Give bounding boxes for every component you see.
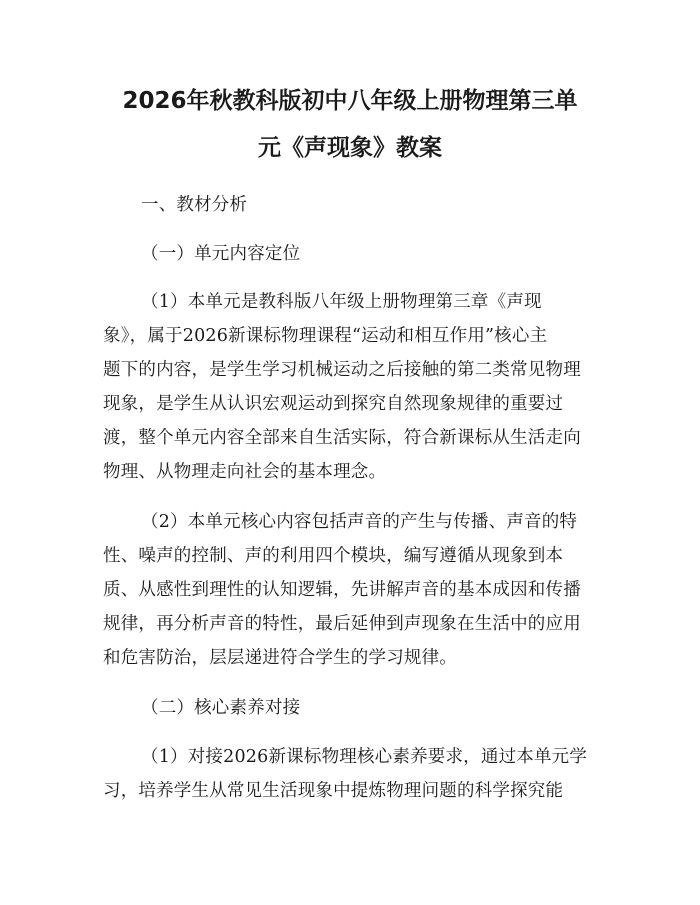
subsection-heading-core-literacy: （二）核心素养对接 [141, 698, 301, 718]
paragraph-line: 象》，属于2026新课标物理课程“运动和相互作用”核心主 [103, 326, 548, 346]
paragraph-line: 题下的内容，是学生学习机械运动之后接触的第二类常见物理 [103, 360, 581, 380]
paragraph-line: （2）本单元核心内容包括声音的产生与传播、声音的特 [141, 512, 578, 532]
paragraph-line: 规律，再分析声音的特性，最后延伸到声现象在生活中的应用 [103, 614, 581, 634]
subsection-heading-unit-positioning: （一）单元内容定位 [141, 244, 301, 264]
paragraph-line: （1）对接2026新课标物理核心素养要求，通过本单元学 [141, 747, 588, 767]
paragraph-line: （1）本单元是教科版八年级上册物理第三章《声现 [141, 292, 542, 312]
paragraph-line: 和危害防治，层层递进符合学生的学习规律。 [103, 648, 457, 668]
paragraph-line: 性、噪声的控制、声的利用四个模块，编写遵循从现象到本 [103, 546, 564, 566]
document-title-line-2: 元《声现象》教案 [258, 135, 442, 161]
paragraph-line: 质、从感性到理性的认知逻辑，先讲解声音的基本成因和传播 [103, 580, 581, 600]
paragraph-line: 物理、从物理走向社会的基本理念。 [103, 462, 387, 482]
document-title-line-1: 2026年秋教科版初中八年级上册物理第三单 [122, 88, 578, 114]
paragraph-line: 习，培养学生从常见生活现象中提炼物理问题的科学探究能 [103, 781, 564, 801]
paragraph-line: 现象，是学生从认识宏观运动到探究自然现象规律的重要过 [103, 394, 564, 414]
paragraph-line: 渡，整个单元内容全部来自生活实际，符合新课标从生活走向 [103, 428, 581, 448]
section-heading-textbook-analysis: 一、教材分析 [141, 195, 248, 215]
